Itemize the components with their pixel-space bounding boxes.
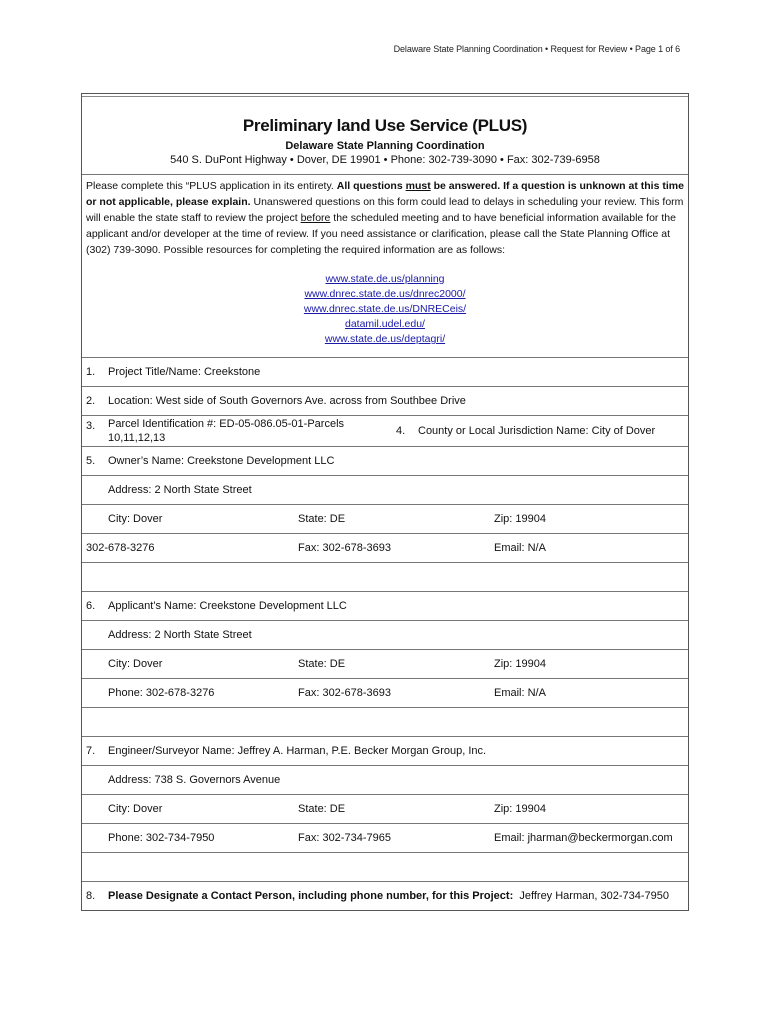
contact-person-label-and-value [108, 890, 669, 902]
location-field[interactable]: Location: West side of South Governors Ave. across from Southbee Drive [108, 395, 466, 407]
applicant-fax-field[interactable]: Fax: 302-678-3693 [298, 687, 391, 699]
engineer-city-field[interactable]: City: Dover [108, 803, 163, 815]
instructions-must: must [405, 180, 431, 192]
engineer-state-field[interactable]: State: DE [298, 803, 346, 815]
question-5-row [82, 446, 688, 475]
question-number: 8. [86, 890, 96, 902]
contact-person-label: Please Designate a Contact Person, including phone number, for this Project: [108, 890, 514, 902]
engineer-name-field[interactable]: Engineer/Surveyor Name: Jeffrey A. Harman, P.E. [108, 745, 351, 757]
instructions-text-3: the scheduled meeting and to have beneficial information available for the applicant and/or developer at the time of review. If you need assistance or clarification, please call the State Planning Office at (302) 739-3090. Possible resources for completing the required information are as follows: [86, 212, 676, 256]
owner-name-field[interactable]: Owner’s Name: Creekstone Development LLC [108, 455, 335, 467]
applicant-address-field[interactable]: Address: 2 North State Street [108, 629, 252, 641]
resource-links [86, 272, 684, 347]
question-number: 5. [86, 455, 96, 467]
parcel-id-field[interactable]: Parcel Identification #: ED-05-086.05-01-Parcels 10,11,12,13 [108, 418, 345, 444]
page-header: Delaware State Planning Coordination • Request for Review • Page 1 of 6 [393, 44, 680, 54]
owner-state-field[interactable]: State: DE [298, 513, 346, 525]
instructions-paragraph [86, 178, 684, 258]
owner-address-field[interactable]: Address: 2 North State Street [108, 484, 252, 496]
applicant-address-row [82, 620, 688, 649]
engineer-phone-field[interactable]: Phone: 302-734-7950 [108, 832, 215, 844]
owner-city-row [82, 504, 688, 533]
question-7-row [82, 736, 688, 765]
link-deptagri[interactable]: www.state.de.us/deptagri/ [324, 333, 446, 345]
question-8-row [82, 881, 688, 911]
owner-email-field[interactable]: Email: N/A [494, 542, 546, 554]
question-6-row [82, 591, 688, 620]
instructions-text-1: Please complete this “PLUS application in its entirety. [86, 180, 337, 192]
link-dnrec2000[interactable]: www.dnrec.state.de.us/dnrec2000/ [304, 288, 466, 300]
question-number: 3. [86, 420, 96, 432]
engineer-city-row [82, 794, 688, 823]
applicant-city-field[interactable]: City: Dover [108, 658, 163, 670]
instructions-bold-2: be answered. If a question is unknown at this time or not applicable, please explain. [86, 180, 684, 208]
question-3-4-row [82, 415, 688, 446]
engineer-contact-row [82, 823, 688, 852]
owner-fax-field[interactable]: Fax: 302-678-3693 [298, 542, 391, 554]
question-1-row [82, 357, 688, 386]
engineer-firm-field[interactable]: Becker Morgan Group, Inc. [354, 745, 487, 757]
spacer-row [82, 707, 688, 736]
spacer-row [82, 562, 688, 591]
form-subtitle: Delaware State Planning Coordination [285, 140, 485, 152]
owner-phone-field[interactable]: 302-678-3276 [86, 542, 155, 554]
engineer-fax-field[interactable]: Fax: 302-734-7965 [298, 832, 391, 844]
instructions-text-2: Unanswered questions on this form could lead to delays in scheduling your review. This form will enable the state staff to review the project [86, 196, 684, 224]
owner-contact-row [82, 533, 688, 562]
engineer-email-field[interactable]: Email: jharman@beckermorgan.com [494, 832, 673, 844]
project-title-field[interactable]: Project Title/Name: Creekstone [108, 366, 261, 378]
plus-form [81, 93, 689, 911]
question-number: 7. [86, 745, 96, 757]
owner-address-row [82, 475, 688, 504]
applicant-name-field[interactable]: Applicant’s Name: Creekstone Development LLC [108, 600, 347, 612]
question-number: 1. [86, 366, 96, 378]
question-2-row [82, 386, 688, 415]
spacer-row [82, 852, 688, 881]
contact-person-field[interactable]: Jeffrey Harman, 302-734-7950 [519, 890, 669, 902]
question-number: 6. [86, 600, 96, 612]
applicant-phone-field[interactable]: Phone: 302-678-3276 [108, 687, 215, 699]
instructions-before: before [300, 212, 331, 224]
title-block [82, 94, 688, 174]
link-datamil[interactable]: datamil.udel.edu/ [345, 318, 425, 330]
jurisdiction-field[interactable]: County or Local Jurisdiction Name: City of Dover [418, 425, 656, 437]
applicant-contact-row [82, 678, 688, 707]
link-planning[interactable]: www.state.de.us/planning [325, 273, 445, 285]
question-number: 2. [86, 395, 96, 407]
applicant-zip-field[interactable]: Zip: 19904 [494, 658, 546, 670]
instructions-bold-1: All questions [336, 180, 406, 192]
applicant-state-field[interactable]: State: DE [298, 658, 346, 670]
instructions [82, 174, 688, 357]
form-title: Preliminary land Use Service (PLUS) [242, 116, 528, 135]
engineer-zip-field[interactable]: Zip: 19904 [494, 803, 546, 815]
applicant-email-field[interactable]: Email: N/A [494, 687, 546, 699]
engineer-address-row [82, 765, 688, 794]
office-address: 540 S. DuPont Highway • Dover, DE 19901 • Phone: 302-739-3090 • Fax: 302-739-6958 [170, 154, 600, 166]
applicant-city-row [82, 649, 688, 678]
owner-zip-field[interactable]: Zip: 19904 [494, 513, 546, 525]
engineer-address-field[interactable]: Address: 738 S. Governors Avenue [108, 774, 281, 786]
link-dnreceis[interactable]: www.dnrec.state.de.us/DNRECeis/ [303, 303, 467, 315]
question-number: 4. [396, 425, 406, 437]
owner-city-field[interactable]: City: Dover [108, 513, 163, 525]
